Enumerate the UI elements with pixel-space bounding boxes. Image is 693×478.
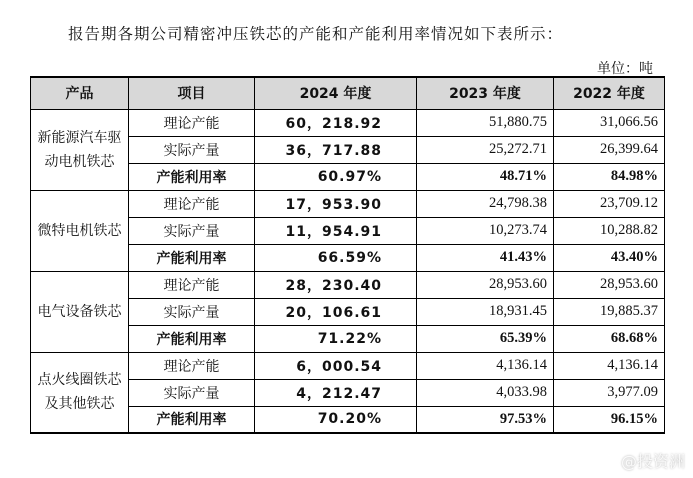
header-2024: 2024 年度 bbox=[255, 77, 417, 109]
item-label: 理论产能 bbox=[129, 190, 255, 217]
value-2023: 48.71% bbox=[417, 163, 554, 190]
value-2024: 17，953.90 bbox=[255, 190, 417, 217]
value-2023: 28,953.60 bbox=[417, 271, 554, 298]
header-2022: 2022 年度 bbox=[554, 77, 665, 109]
item-label: 实际产量 bbox=[129, 298, 255, 325]
value-2023: 41.43% bbox=[417, 244, 554, 271]
value-2024: 60，218.92 bbox=[255, 109, 417, 136]
item-label: 实际产量 bbox=[129, 136, 255, 163]
value-2023: 97.53% bbox=[417, 406, 554, 433]
table-row bbox=[31, 352, 665, 379]
value-2022: 19,885.37 bbox=[554, 298, 665, 325]
value-2022: 68.68% bbox=[554, 325, 665, 352]
value-2023: 65.39% bbox=[417, 325, 554, 352]
value-2023: 10,273.74 bbox=[417, 217, 554, 244]
value-2024: 36，717.88 bbox=[255, 136, 417, 163]
table-row bbox=[31, 271, 665, 298]
header-item: 项目 bbox=[129, 77, 255, 109]
table-row bbox=[31, 109, 665, 136]
value-2022: 10,288.82 bbox=[554, 217, 665, 244]
table-header-row bbox=[31, 77, 665, 109]
value-2024: 20，106.61 bbox=[255, 298, 417, 325]
intro-text: 报告期各期公司精密冲压铁芯的产能和产能利用率情况如下表所示： bbox=[68, 25, 564, 43]
table-row bbox=[31, 190, 665, 217]
product-name: 点火线圈铁芯及其他铁芯 bbox=[31, 352, 129, 433]
value-2023: 4,136.14 bbox=[417, 352, 554, 379]
unit-label: 单位：吨 bbox=[597, 61, 653, 77]
item-label: 产能利用率 bbox=[129, 163, 255, 190]
value-2022: 4,136.14 bbox=[554, 352, 665, 379]
value-2023: 24,798.38 bbox=[417, 190, 554, 217]
value-2024: 70.20% bbox=[255, 406, 417, 433]
value-2024: 66.59% bbox=[255, 244, 417, 271]
header-2023: 2023 年度 bbox=[417, 77, 554, 109]
value-2022: 28,953.60 bbox=[554, 271, 665, 298]
item-label: 实际产量 bbox=[129, 379, 255, 406]
value-2023: 25,272.71 bbox=[417, 136, 554, 163]
value-2024: 11，954.91 bbox=[255, 217, 417, 244]
value-2022: 84.98% bbox=[554, 163, 665, 190]
item-label: 产能利用率 bbox=[129, 325, 255, 352]
value-2022: 31,066.56 bbox=[554, 109, 665, 136]
watermark-text: @投资洲 bbox=[620, 452, 685, 471]
value-2024: 71.22% bbox=[255, 325, 417, 352]
header-product: 产品 bbox=[31, 77, 129, 109]
value-2023: 51,880.75 bbox=[417, 109, 554, 136]
value-2022: 23,709.12 bbox=[554, 190, 665, 217]
capacity-table bbox=[30, 76, 665, 434]
value-2022: 3,977.09 bbox=[554, 379, 665, 406]
product-name: 新能源汽车驱动电机铁芯 bbox=[31, 109, 129, 190]
value-2022: 26,399.64 bbox=[554, 136, 665, 163]
item-label: 理论产能 bbox=[129, 352, 255, 379]
item-label: 理论产能 bbox=[129, 271, 255, 298]
value-2022: 96.15% bbox=[554, 406, 665, 433]
value-2024: 28，230.40 bbox=[255, 271, 417, 298]
item-label: 产能利用率 bbox=[129, 406, 255, 433]
value-2022: 43.40% bbox=[554, 244, 665, 271]
value-2024: 60.97% bbox=[255, 163, 417, 190]
product-name: 电气设备铁芯 bbox=[31, 271, 129, 352]
value-2024: 4，212.47 bbox=[255, 379, 417, 406]
weibo-logo-icon bbox=[598, 453, 618, 469]
value-2023: 18,931.45 bbox=[417, 298, 554, 325]
watermark bbox=[598, 449, 685, 472]
value-2023: 4,033.98 bbox=[417, 379, 554, 406]
product-name: 微特电机铁芯 bbox=[31, 190, 129, 271]
item-label: 产能利用率 bbox=[129, 244, 255, 271]
value-2024: 6，000.54 bbox=[255, 352, 417, 379]
item-label: 理论产能 bbox=[129, 109, 255, 136]
item-label: 实际产量 bbox=[129, 217, 255, 244]
